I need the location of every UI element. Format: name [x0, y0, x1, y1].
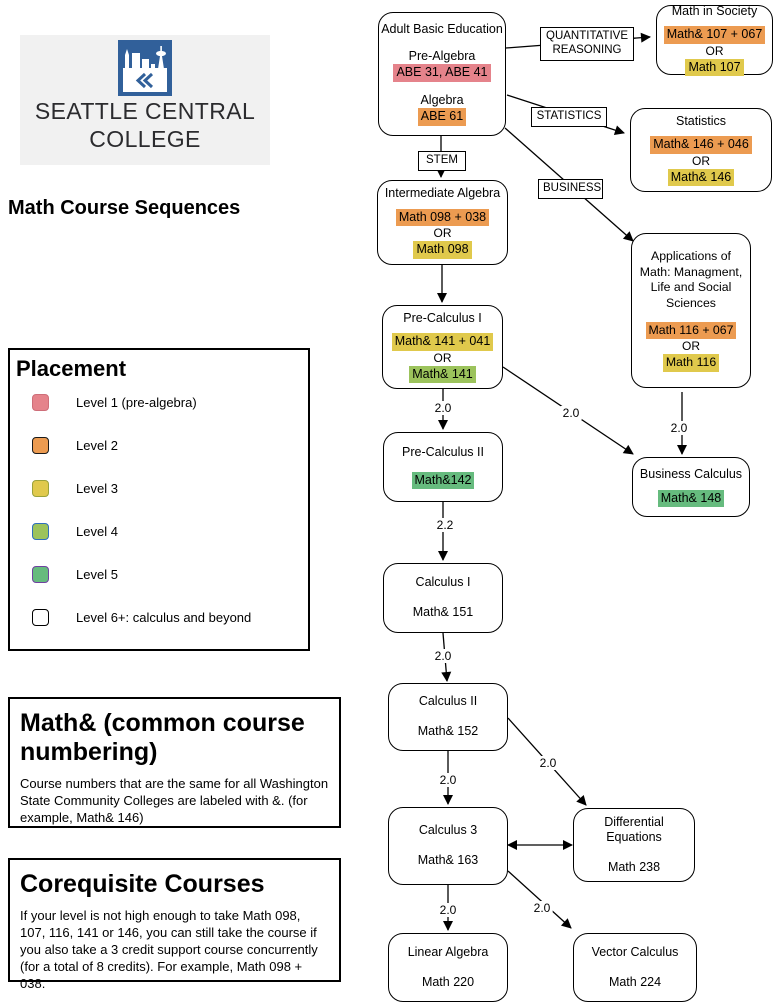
- course-code: Math 238: [607, 859, 661, 874]
- node-title: Linear Algebra: [407, 944, 489, 959]
- college-name-line1: SEATTLE CENTRAL: [34, 98, 256, 124]
- course-code-chip: Math 098: [413, 241, 471, 259]
- course-code: Math& 151: [412, 605, 474, 619]
- edge-label: 2.2: [436, 518, 454, 532]
- node-pre-calculus-2: [383, 432, 503, 502]
- course-name: Pre-Algebra: [408, 48, 476, 63]
- node-applications-of-math: [631, 233, 751, 388]
- course-code-chip: Math 116 + 067: [646, 322, 737, 339]
- legend-label: Level 3: [76, 481, 118, 496]
- node-title: Statistics: [675, 113, 726, 128]
- edge-label: 2.0: [539, 756, 557, 770]
- course-code-chip: Math& 146: [668, 169, 734, 187]
- node-title: Calculus II: [418, 694, 478, 709]
- path-label-business: BUSINESS: [538, 179, 603, 199]
- edge-label: 2.0: [434, 401, 452, 415]
- node-title: Business Calculus: [639, 466, 743, 481]
- node-title: Calculus 3: [418, 823, 478, 838]
- legend-label: Level 2: [76, 438, 118, 453]
- node-adult-basic-education: [378, 12, 506, 136]
- legend-label: Level 1 (pre-algebra): [76, 395, 197, 410]
- course-code: Math& 163: [417, 853, 479, 867]
- node-title: Calculus I: [415, 575, 471, 590]
- course-code-chip: Math& 146 + 046: [650, 136, 752, 154]
- node-differential-equations: [573, 808, 695, 882]
- node-statistics: [630, 108, 772, 192]
- path-label-text: REASONING: [552, 43, 622, 56]
- course-code-chip: Math 098 + 038: [396, 209, 489, 227]
- or-text: OR: [682, 339, 700, 354]
- node-title: Vector Calculus: [591, 944, 679, 959]
- node-calculus-1: [383, 563, 503, 633]
- course-code-chip: Math& 148: [658, 490, 724, 508]
- page-title: Math Course Sequences: [8, 197, 241, 219]
- node-title: Applications of Math: Managment, Life and Social Sciences: [639, 249, 743, 310]
- node-intermediate-algebra: [377, 180, 508, 265]
- note-body: If your level is not high enough to take Math 098, 107, 116, 141 or 146, you can still take the course if you also take a 3 credit support course concurrently (for a total of 8 credits). For example, Math 098 + 038.: [20, 907, 318, 992]
- edge-label: 2.0: [562, 406, 580, 420]
- node-title: Adult Basic Education: [381, 21, 503, 36]
- course-code-chip: ABE 61: [418, 108, 466, 126]
- edge-label: 2.0: [533, 901, 551, 915]
- node-calculus-3: [388, 807, 508, 885]
- or-text: OR: [692, 153, 710, 168]
- course-code-chip: Math&142: [412, 472, 475, 490]
- edge-label: 2.0: [439, 903, 457, 917]
- note-title: Math& (common course numbering): [20, 709, 305, 766]
- node-calculus-2: [388, 683, 508, 751]
- course-code-chip: Math& 107 + 067: [664, 26, 766, 44]
- legend-label: Level 5: [76, 567, 118, 582]
- node-title: Differential Equations: [604, 814, 664, 845]
- node-business-calculus: [632, 457, 750, 517]
- course-code: Math& 152: [417, 724, 479, 738]
- course-code-chip: Math 107: [685, 59, 743, 77]
- course-code-chip: Math& 141 + 041: [392, 333, 494, 351]
- node-title: Pre-Calculus I: [403, 310, 482, 325]
- course-code: Math 224: [608, 974, 662, 989]
- legend-label: Level 4: [76, 524, 118, 539]
- edge-label: 2.0: [434, 649, 452, 663]
- legend-title: Placement: [16, 356, 127, 381]
- course-code-chip: ABE 31, ABE 41: [393, 64, 490, 82]
- or-text: OR: [433, 226, 452, 241]
- or-text: OR: [433, 350, 452, 365]
- node-title: Intermediate Algebra: [384, 186, 501, 201]
- course-code-chip: Math 116: [663, 354, 719, 371]
- legend-label: Level 6+: calculus and beyond: [76, 610, 252, 625]
- college-name-line2: COLLEGE: [89, 125, 201, 152]
- course-code: Math 220: [421, 974, 475, 989]
- node-vector-calculus: [573, 933, 697, 1002]
- path-label-quantitative-reasoning: [540, 27, 634, 61]
- node-title: Math in Society: [671, 3, 758, 18]
- edge-label: 2.0: [670, 421, 688, 435]
- course-code-chip: Math& 141: [409, 366, 475, 384]
- node-math-in-society: [656, 5, 773, 75]
- course-name: Algebra: [420, 92, 464, 107]
- node-title: Pre-Calculus II: [402, 444, 484, 459]
- path-label-stem: STEM: [418, 151, 466, 171]
- or-text: OR: [705, 43, 724, 58]
- note-title: Corequisite Courses: [20, 870, 265, 898]
- path-label-statistics: STATISTICS: [531, 107, 607, 127]
- node-linear-algebra: [388, 933, 508, 1002]
- edge-label: 2.0: [439, 773, 457, 787]
- node-pre-calculus-1: [382, 305, 503, 389]
- path-label-text: QUANTITATIVE: [546, 30, 628, 42]
- note-body: Course numbers that are the same for all Washington State Community Colleges are labeled with &. (for example, Math& 146): [20, 775, 329, 825]
